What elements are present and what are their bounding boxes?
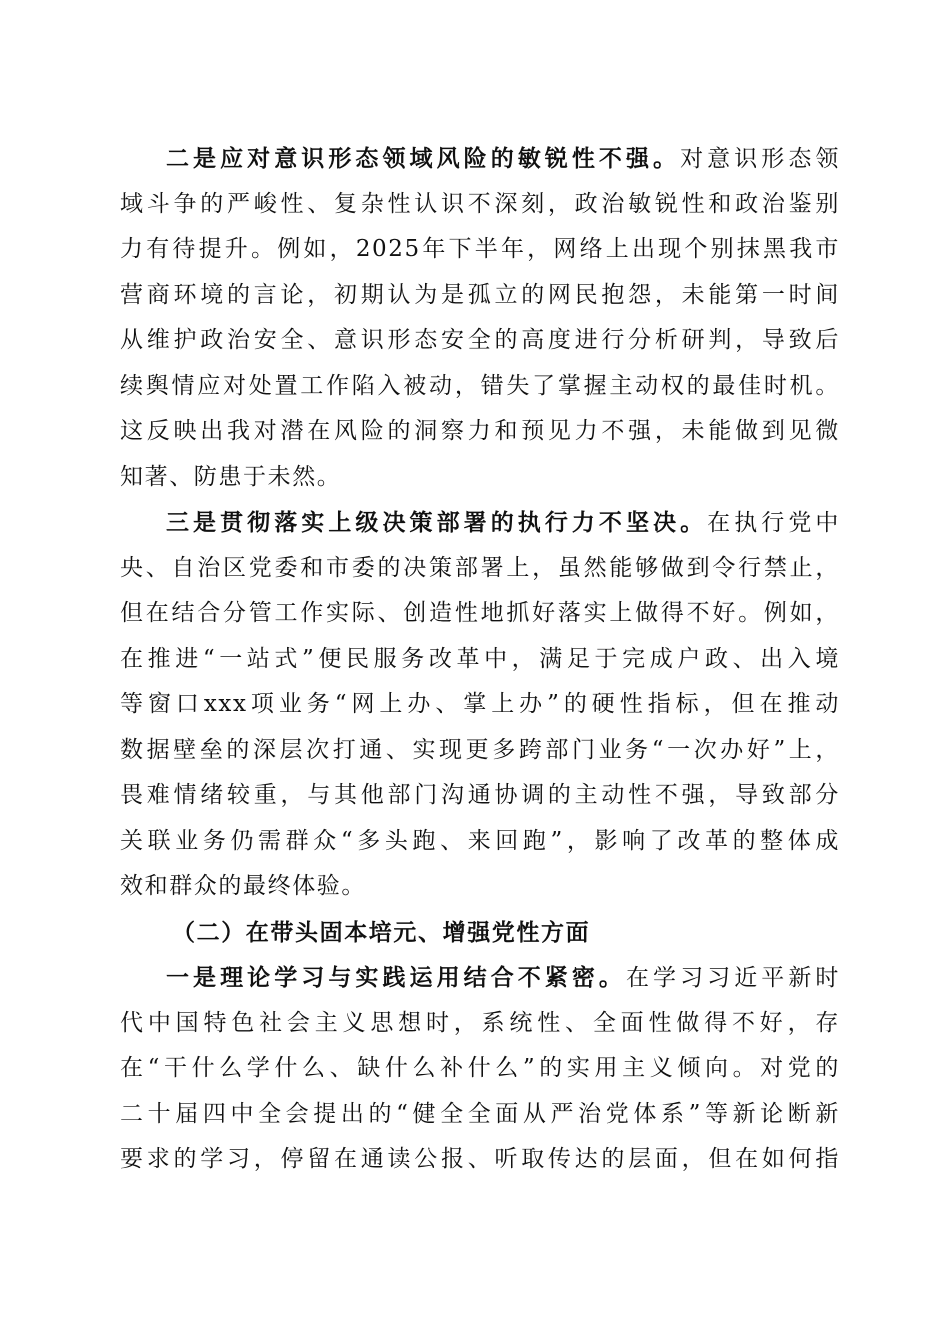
paragraph-line: 要求的学习，停留在通读公报、听取传达的层面，但在如何指 — [120, 1146, 840, 1172]
paragraph-execution — [120, 500, 840, 910]
paragraph-first-line — [120, 500, 840, 546]
paragraph-line: 续舆情应对处置工作陷入被动，错失了掌握主动权的最佳时机。 — [120, 372, 840, 399]
paragraph-line: 数据壁垒的深层次打通、实现更多跨部门业务“一次办好”上， — [120, 736, 840, 763]
paragraph-lead: 二是应对意识形态领域风险的敏锐性不强。 — [166, 145, 681, 172]
paragraph-lead: 一是理论学习与实践运用结合不紧密。 — [166, 964, 626, 991]
paragraph-ideology-risk — [120, 136, 840, 500]
paragraph-line: 从维护政治安全、意识形态安全的高度进行分析研判，导致后 — [120, 327, 840, 353]
paragraph-line: 在推进“一站式”便民服务改革中，满足于完成户政、出入境 — [120, 645, 840, 672]
paragraph-lead: 三是贯彻落实上级决策部署的执行力不坚决。 — [166, 509, 708, 536]
paragraph-text: 在学习习近平新时 — [625, 965, 840, 991]
document-page — [120, 136, 840, 1183]
paragraph-last-line: 效和群众的最终体验。 — [120, 873, 366, 899]
paragraph-line: 域斗争的严峻性、复杂性认识不深刻，政治敏锐性和政治鉴别 — [120, 190, 840, 217]
paragraph-line: 在“干什么学什么、缺什么补什么”的实用主义倾向。对党的 — [120, 1055, 840, 1081]
paragraph-line: 代中国特色社会主义思想时，系统性、全面性做得不好，存 — [120, 1009, 840, 1036]
paragraph-line: 这反映出我对潜在风险的洞察力和预见力不强，未能做到见微 — [120, 418, 840, 444]
paragraph-line: 力有待提升。例如，2025年下半年，网络上出现个别抹黑我市 — [120, 236, 840, 262]
paragraph-last-line: 知著、防患于未然。 — [120, 463, 342, 490]
paragraph-first-line — [120, 136, 840, 182]
paragraph-first-line — [120, 955, 840, 1001]
section-heading: （二）在带头固本培元、增强党性方面 — [172, 918, 591, 946]
paragraph-line: 央、自治区党委和市委的决策部署上，虽然能够做到令行禁止， — [120, 554, 840, 581]
paragraph-line: 关联业务仍需群众“多头跑、来回跑”，影响了改革的整体成 — [120, 827, 840, 854]
paragraph-line: 畏难情绪较重，与其他部门沟通协调的主动性不强，导致部分 — [120, 782, 840, 808]
paragraph-line: 等窗口xxx项业务“网上办、掌上办”的硬性指标，但在推动 — [120, 691, 840, 717]
paragraph-text: 对意识形态领 — [680, 146, 840, 172]
paragraph-line: 但在结合分管工作实际、创造性地抓好落实上做得不好。例如， — [120, 600, 840, 626]
paragraph-text: 在执行党中 — [707, 510, 841, 536]
paragraph-theory-study — [120, 955, 840, 1183]
paragraph-line: 营商环境的言论，初期认为是孤立的网民抱怨，未能第一时间 — [120, 281, 840, 308]
paragraph-line: 二十届四中全会提出的“健全全面从严治党体系”等新论断新 — [120, 1100, 840, 1127]
